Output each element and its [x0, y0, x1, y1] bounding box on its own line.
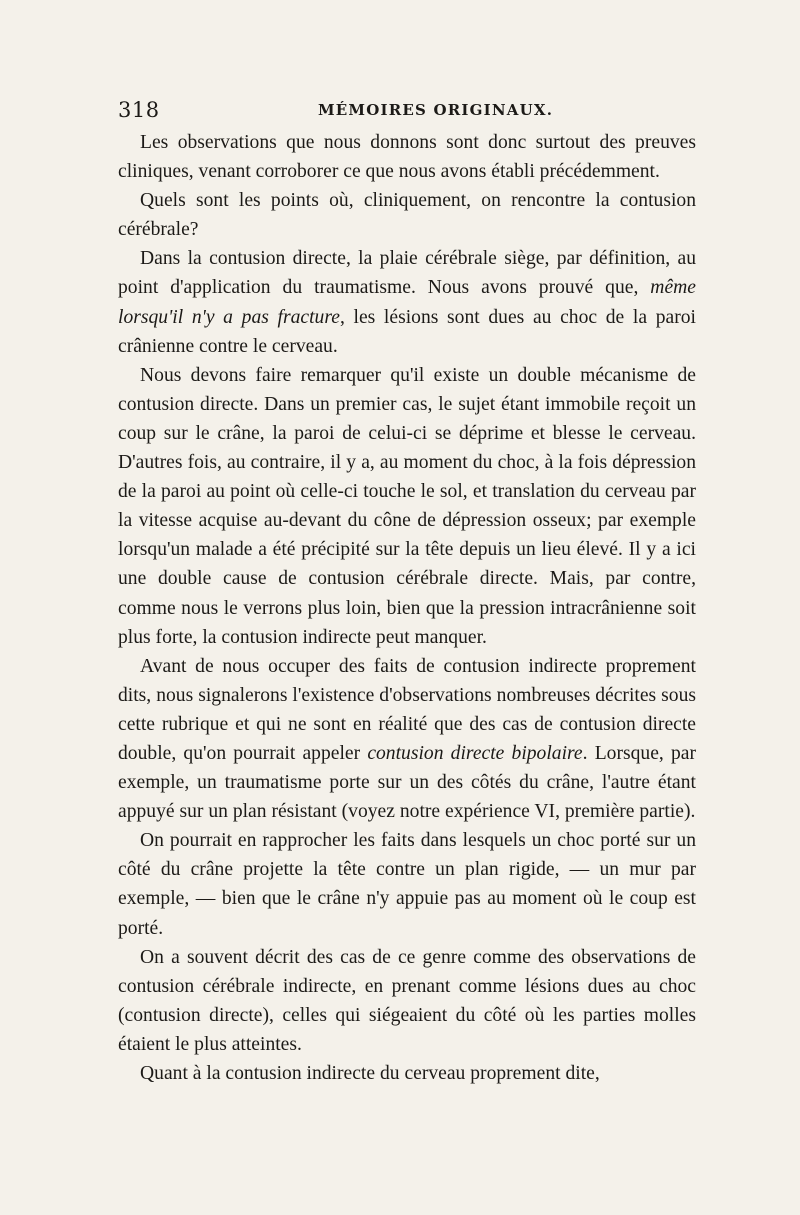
italic-phrase: contusion directe bipolaire	[367, 742, 583, 764]
paragraph	[118, 1059, 696, 1088]
text-run: Les observations que nous donnons sont donc surtout des preuves cliniques, venant corroborer ce que nous avons établi précédemment.	[118, 132, 696, 183]
text-run: On pourrait en rapprocher les faits dans lesquels un choc porté sur un côté du crâne projette la tête contre un plan rigide, — un mur par exemple, — bien que le crâne n'y appuie pas au moment où le coup est porté.	[118, 830, 696, 939]
text-run: Avant de nous occuper des faits de contusion indirecte proprement dits, nous signalerons l'existence d'observations nombreuses décrites sous cette rubrique et qui ne sont en réalité que des cas de contusion directe double, qu'on pourrait appeler	[118, 655, 696, 764]
text-run: Nous devons faire remarquer qu'il existe un double mécanisme de contusion directe. Dans un premier cas, le sujet étant immobile reçoit un coup sur le crâne, la paroi de celui-ci se déprime et blesse le cerveau. D'autres fois, au contraire, il y a, au moment du choc, à la fois dépression de la paroi au point où celle-ci touche le sol, et translation du cerveau par la vitesse acquise au-devant du cône de dépression osseux; par exemple lorsqu'un malade a été précipité sur la tête depuis un lieu élevé. Il y a ici une double cause de contusion cérébrale directe. Mais, par contre, comme nous le verrons plus loin, bien que la pression intracrânienne soit plus forte, la contusion indirecte peut manquer.	[118, 364, 696, 648]
text-run: Quant à la contusion indirecte du cerveau proprement dite,	[140, 1063, 600, 1084]
paragraph	[118, 652, 696, 827]
italic-phrase: même lorsqu'il n'y a pas fracture	[118, 277, 696, 328]
paragraph	[118, 943, 696, 1059]
paragraph	[118, 186, 696, 244]
paragraph	[118, 128, 696, 186]
text-run: . Lorsque, par exemple, un traumatisme porte sur un des côtés du crâne, l'autre étant appuyé sur un plan résistant (voyez notre expérience VI, première partie).	[118, 742, 697, 823]
text-run: On a souvent décrit des cas de ce genre comme des observations de contusion cérébrale indirecte, en prenant comme lésions dues au choc (contusion directe), celles qui siégeaient du côté où les parties molles étaient le plus atteintes.	[118, 946, 696, 1055]
page-header	[118, 98, 698, 122]
page-number: 318	[118, 98, 160, 122]
body-text	[118, 128, 696, 1088]
text-run: Quels sont les points où, cliniquement, on rencontre la contusion cérébrale?	[118, 190, 696, 241]
text-run: Dans la contusion directe, la plaie cérébrale siège, par définition, au point d'application du traumatisme. Nous avons prouvé que,	[118, 248, 696, 299]
running-head: MÉMOIRES ORIGINAUX.	[318, 101, 554, 119]
text-run: , les lésions sont dues au choc de la paroi crânienne contre le cerveau.	[118, 306, 696, 357]
paragraph	[118, 361, 696, 652]
paragraph	[118, 826, 696, 942]
paragraph	[118, 244, 696, 360]
